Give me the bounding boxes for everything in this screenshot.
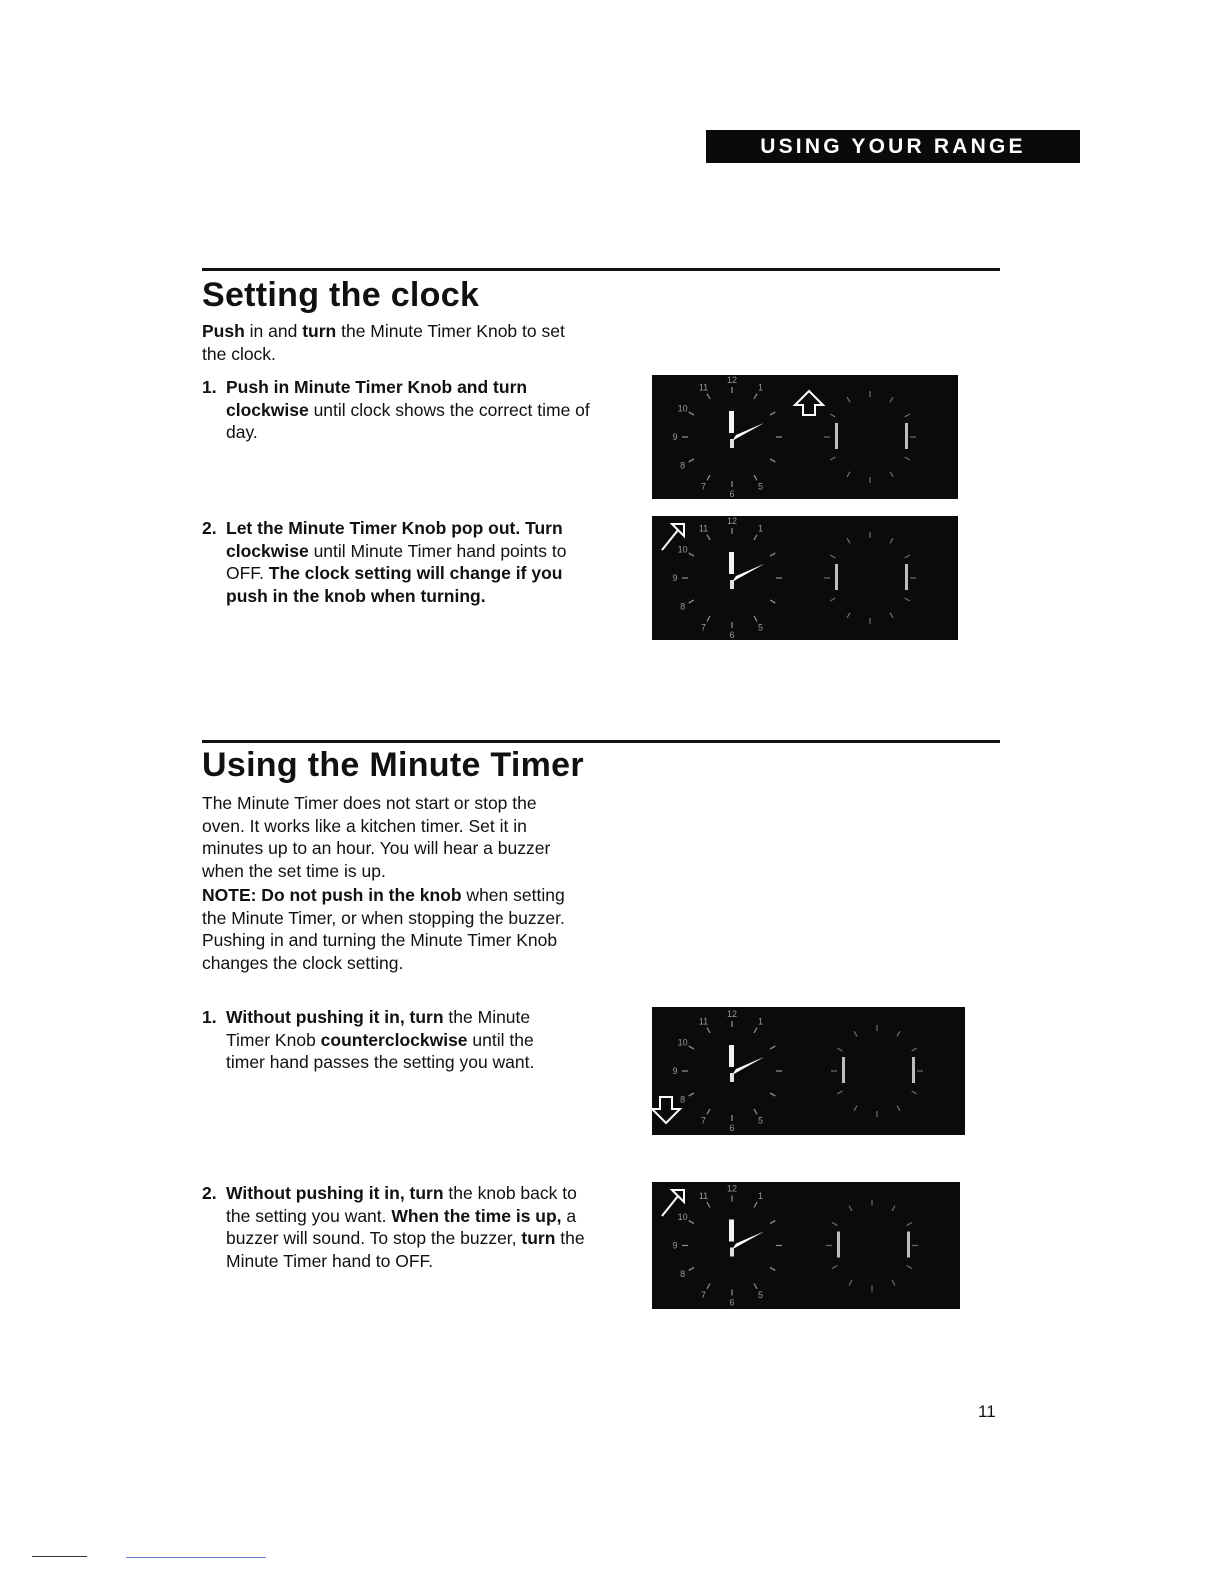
clock-hand — [729, 411, 734, 433]
timer-hand — [732, 423, 764, 441]
page-number: 11 — [978, 1402, 996, 1421]
timer-hand — [732, 1232, 764, 1250]
clock-illustration-counterclockwise — [652, 1007, 965, 1135]
turn-arrow-icon — [652, 1097, 680, 1123]
clock-tick — [892, 1206, 895, 1211]
dial-numeral: 8 — [680, 1094, 686, 1105]
dial-numeral: 1 — [757, 1016, 764, 1027]
bold-text-run: When the time is up, — [391, 1205, 562, 1226]
bold-text-run: turn — [521, 1228, 556, 1248]
dial-tick — [707, 394, 710, 399]
dial-tick — [754, 1109, 757, 1114]
clock-tick — [890, 472, 893, 477]
clock-hand — [835, 423, 838, 449]
step-number: 2. — [202, 518, 217, 538]
scan-artifact-line — [32, 1556, 87, 1557]
scan-artifact-line — [126, 1557, 266, 1558]
section-banner: USING YOUR RANGE — [706, 130, 1080, 163]
dial-numeral: 12 — [726, 375, 738, 385]
dial-numeral: 9 — [672, 573, 678, 583]
clock-hand — [729, 1220, 734, 1242]
dial-tick — [770, 553, 775, 556]
dial-tick — [689, 459, 694, 462]
dial-numeral: 1 — [757, 1191, 764, 1202]
setting-clock-step-1 — [202, 376, 602, 444]
dial-numeral: 7 — [700, 622, 707, 633]
clock-face-svg — [652, 1007, 965, 1135]
bold-text-run: Without pushing it in, turn — [226, 1007, 444, 1027]
dial-numeral: 9 — [672, 432, 678, 442]
dial-tick — [770, 1093, 775, 1096]
dial-numeral: 11 — [698, 1191, 709, 1202]
dial-numeral: 10 — [677, 403, 688, 414]
dial-numeral: 12 — [726, 1183, 738, 1194]
dial-numeral: 7 — [700, 481, 707, 492]
clock-hand — [730, 1248, 734, 1257]
dial-numeral: 10 — [677, 544, 688, 555]
minute-timer-step-2 — [202, 1182, 602, 1272]
clock-tick — [832, 1223, 837, 1226]
clock-tick — [905, 457, 910, 460]
dial-tick — [754, 535, 757, 540]
dial-numeral: 6 — [729, 489, 735, 499]
text-run: the knob back to the setting you want. — [226, 1183, 577, 1226]
dial-tick — [754, 394, 757, 399]
clock-tick — [830, 555, 835, 558]
clock-hand — [905, 564, 908, 590]
dial-numeral: 11 — [698, 382, 709, 393]
minute-timer-note — [202, 884, 582, 974]
clock-tick — [890, 613, 893, 618]
dial-tick — [770, 412, 775, 415]
dial-tick — [689, 1093, 694, 1096]
turn-arrow-icon — [795, 391, 823, 415]
clock-illustration-push-turn — [652, 375, 958, 499]
clock-illustration-pop-out — [652, 516, 958, 640]
section-rule — [202, 268, 1000, 271]
clock-hand — [837, 1232, 840, 1258]
clock-hand — [835, 564, 838, 590]
clock-tick — [907, 1266, 912, 1269]
dial-tick — [707, 1284, 710, 1289]
clock-tick — [849, 1280, 852, 1285]
clock-tick — [912, 1048, 917, 1051]
dial-numeral: 1 — [757, 523, 764, 534]
clock-hand — [729, 552, 734, 574]
text-run: until Minute Timer hand points to OFF. — [226, 540, 567, 583]
clock-tick — [849, 1206, 852, 1211]
dial-tick — [689, 600, 694, 603]
clock-hand — [730, 580, 734, 589]
dial-numeral: 5 — [757, 622, 764, 633]
dial-numeral: 5 — [757, 1115, 764, 1126]
clock-tick — [907, 1223, 912, 1226]
clock-hand — [730, 439, 734, 448]
text-run: in and — [244, 321, 303, 341]
text-run: until clock shows the correct time of day. — [226, 399, 590, 442]
dial-tick — [707, 475, 710, 480]
dial-tick — [754, 616, 757, 621]
bold-text-run: Let the Minute Timer Knob pop out. Turn clockwise — [226, 518, 563, 561]
clock-tick — [830, 457, 835, 460]
dial-numeral: 7 — [700, 1115, 707, 1126]
clock-tick — [837, 1091, 842, 1094]
clock-hand — [730, 1073, 734, 1082]
clock-tick — [830, 414, 835, 417]
step-number: 1. — [202, 1007, 217, 1027]
bold-text-run: NOTE: Do not push in the knob — [202, 885, 462, 905]
clock-hand — [912, 1057, 915, 1083]
dial-tick — [770, 1268, 775, 1271]
clock-tick — [890, 538, 893, 543]
clock-tick — [847, 397, 850, 402]
clock-tick — [912, 1091, 917, 1094]
dial-numeral: 6 — [729, 630, 735, 640]
dial-tick — [707, 535, 710, 540]
clock-tick — [847, 613, 850, 618]
bold-text-run: The clock setting will change if you push in the knob when turning. — [226, 563, 563, 606]
clock-face-svg — [652, 516, 958, 640]
dial-numeral: 11 — [698, 1016, 709, 1027]
clock-tick — [897, 1106, 900, 1111]
text-run: a buzzer will sound. To stop the buzzer, — [226, 1205, 577, 1248]
clock-hand — [907, 1232, 910, 1258]
clock-hand — [905, 423, 908, 449]
clock-tick — [847, 538, 850, 543]
dial-tick — [754, 475, 757, 480]
timer-hand — [732, 564, 764, 582]
text-run: the Minute Timer Knob — [226, 1007, 531, 1050]
dial-tick — [689, 1268, 694, 1271]
dial-tick — [770, 600, 775, 603]
step-text — [226, 1182, 594, 1272]
dial-numeral: 5 — [757, 481, 764, 492]
dial-numeral: 10 — [677, 1212, 688, 1222]
text-run: until the timer hand passes the setting you want. — [226, 1029, 535, 1072]
dial-numeral: 1 — [757, 382, 764, 393]
clock-face-svg — [652, 1182, 960, 1309]
dial-numeral: 8 — [680, 1269, 686, 1279]
bold-text-run: Push — [202, 321, 245, 341]
dial-numeral: 5 — [757, 1289, 764, 1300]
dial-numeral: 11 — [698, 523, 709, 534]
step-number: 2. — [202, 1183, 217, 1203]
clock-tick — [905, 598, 910, 601]
minute-timer-intro — [202, 792, 582, 882]
clock-hand — [729, 1045, 734, 1067]
timer-hand — [732, 1057, 764, 1075]
dial-tick — [689, 553, 694, 556]
clock-tick — [897, 1031, 900, 1036]
minute-timer-step-1 — [202, 1006, 602, 1074]
text-run: the Minute Timer Knob to set the clock. — [202, 321, 565, 364]
dial-tick — [707, 1109, 710, 1114]
dial-tick — [770, 1046, 775, 1049]
setting-clock-intro — [202, 320, 592, 365]
dial-numeral: 8 — [680, 460, 686, 471]
bold-text-run: counterclockwise — [320, 1029, 468, 1050]
bold-text-run: turn — [302, 321, 337, 341]
step-text — [226, 376, 602, 444]
dial-tick — [754, 1284, 757, 1289]
clock-face-svg — [652, 375, 958, 499]
clock-tick — [892, 1280, 895, 1285]
bold-text-run: Push in Minute Timer Knob and turn clockwise — [226, 377, 528, 420]
dial-tick — [689, 412, 694, 415]
dial-numeral: 9 — [672, 1066, 678, 1076]
dial-tick — [707, 616, 710, 621]
dial-tick — [689, 1221, 694, 1224]
dial-numeral: 6 — [729, 1123, 735, 1133]
clock-tick — [890, 397, 893, 402]
dial-numeral: 12 — [726, 1009, 738, 1019]
clock-tick — [854, 1031, 857, 1036]
dial-numeral: 7 — [700, 1289, 707, 1300]
dial-numeral: 8 — [680, 601, 686, 612]
clock-tick — [854, 1106, 857, 1111]
clock-hand — [842, 1057, 845, 1083]
dial-tick — [707, 1202, 710, 1207]
section-title-minute-timer: Using the Minute Timer — [202, 746, 584, 784]
text-run: the Minute Timer hand to OFF. — [226, 1228, 585, 1271]
step-number: 1. — [202, 377, 217, 397]
dial-numeral: 12 — [726, 516, 738, 526]
dial-numeral: 10 — [677, 1037, 688, 1048]
dial-numeral: 6 — [729, 1297, 735, 1308]
section-rule — [202, 740, 1000, 743]
clock-tick — [832, 1266, 837, 1269]
dial-tick — [770, 1221, 775, 1224]
bold-text-run: Without pushing it in, turn — [226, 1183, 444, 1203]
clock-tick — [905, 555, 910, 558]
dial-tick — [754, 1202, 757, 1207]
clock-tick — [847, 472, 850, 477]
step-text — [226, 1006, 576, 1074]
dial-tick — [707, 1028, 710, 1033]
text-run: The Minute Timer does not start or stop the oven. It works like a kitchen timer. Set it in minutes up to an hour. You will hear a buzzer when the set time is up. — [202, 793, 551, 881]
clock-tick — [830, 598, 835, 601]
dial-tick — [770, 459, 775, 462]
clock-illustration-back-to-setting — [652, 1182, 960, 1309]
text-run: when setting the Minute Timer, or when stopping the buzzer. Pushing in and turning the Minute Timer Knob changes the clock setting. — [202, 885, 565, 973]
dial-numeral: 9 — [672, 1240, 678, 1251]
section-title-setting-clock: Setting the clock — [202, 276, 480, 314]
dial-tick — [754, 1028, 757, 1033]
clock-tick — [905, 414, 910, 417]
dial-tick — [689, 1046, 694, 1049]
step-text — [226, 517, 602, 607]
clock-tick — [837, 1048, 842, 1051]
setting-clock-step-2 — [202, 517, 602, 607]
